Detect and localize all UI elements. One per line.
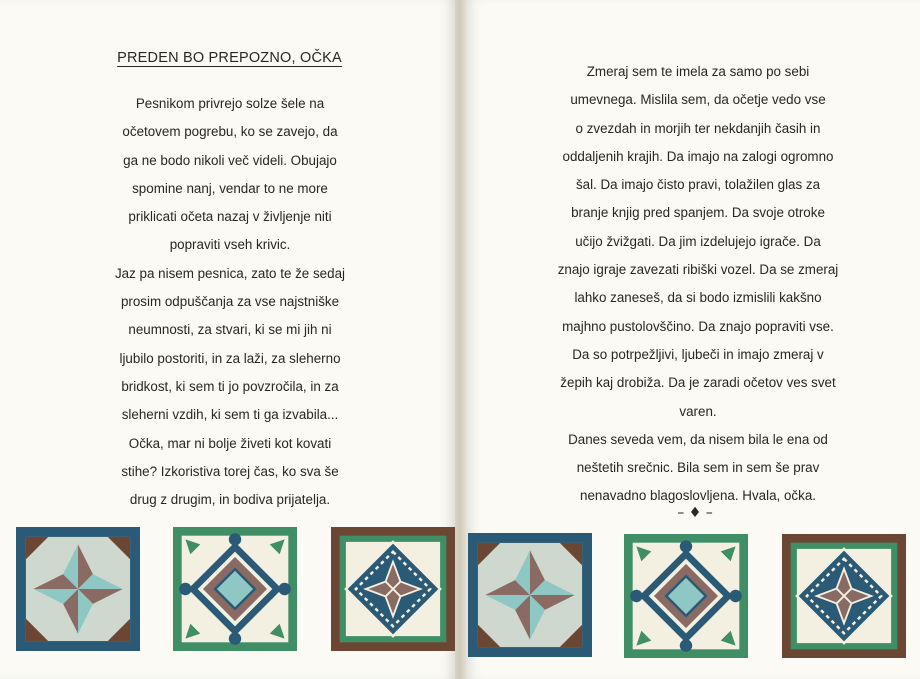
star-quilt-tile xyxy=(468,533,592,657)
text-line: popraviti vseh krivic. xyxy=(169,237,291,253)
text-line: Danes seveda vem, da nisem bila le ena od xyxy=(568,431,828,447)
page-title: PREDEN BO PREPOZNO, OČKA xyxy=(117,50,342,66)
cross-diamond-icon xyxy=(782,534,906,658)
text-line: oddaljenih krajih. Da imajo na zalogi ogromno xyxy=(562,148,834,164)
text-line: Zmeraj sem te imela za samo po sebi xyxy=(586,64,810,79)
text-line: lahko zaneseš, da si bodo izmislili kakšno xyxy=(574,290,822,306)
text-line: ljubilo postoriti, in za laži, za sleherno xyxy=(119,350,341,366)
text-line: priklicati očeta nazaj v življenje niti xyxy=(128,209,332,225)
text-line: bridkost, ki sem ti jo povzročila, in za xyxy=(121,378,339,394)
text-line: Očka, mar ni bolje živeti kot kovati xyxy=(128,435,332,451)
cross-diamond-icon xyxy=(331,527,455,651)
text-line: majhno pustolovščino. Da znajo popraviti vse. xyxy=(562,318,834,334)
text-line: žepih kaj drobiža. Da je zaradi očetov ves svet xyxy=(560,375,836,391)
ribbon-knot-icon xyxy=(173,527,297,651)
text-line: o zvezdah in morjih ter nekdanjih časih in xyxy=(575,120,821,136)
text-line: Pesnikom privrejo solze šele na xyxy=(135,96,325,111)
star-quilt-icon xyxy=(16,527,140,651)
text-line: drug z drugim, in bodiva prijatelja. xyxy=(129,492,331,508)
text-line: neumnosti, za stvari, ki se mi jih ni xyxy=(128,322,332,338)
text-line: prosim odpuščanja za vse najstniške xyxy=(120,294,340,310)
text-line: spomine nanj, vendar to ne more xyxy=(132,180,328,196)
text-line: sleherni vzdih, ki sem ti ga izvabila... xyxy=(121,407,339,423)
cross-diamond-tile xyxy=(331,527,455,651)
text-line: nenavadno blagoslovljena. Hvala, očka. xyxy=(580,488,816,504)
ribbon-knot-tile xyxy=(624,534,748,658)
star-quilt-icon xyxy=(468,533,592,657)
cross-diamond-tile xyxy=(782,534,906,658)
text-line: šal. Da imajo čisto pravi, tolažilen glas za xyxy=(575,177,821,193)
text-line: stihe? Izkoristiva torej čas, ko sva še xyxy=(121,463,339,479)
text-line: Jaz pa nisem pesnica, zato te že sedaj xyxy=(114,265,345,281)
right-page-text xyxy=(524,58,872,511)
ribbon-knot-tile xyxy=(173,527,297,651)
text-line: ga ne bodo nikoli več videli. Obujajo xyxy=(123,152,337,168)
ribbon-knot-icon xyxy=(624,534,748,658)
star-quilt-tile xyxy=(16,527,140,651)
text-line: umevnega. Mislila sem, da očetje vedo vse xyxy=(570,92,826,108)
text-line: branje knjig pred spanjem. Da svoje otroke xyxy=(571,205,825,221)
text-line: Da so potrpežljivi, ljubeči in imajo zmeraj v xyxy=(572,346,824,362)
text-line: očetovem pogrebu, ko se zavejo, da xyxy=(122,124,338,140)
text-line: varen. xyxy=(679,403,717,419)
text-line: neštetih srečnic. Bila sem in sem še prav xyxy=(576,460,820,476)
section-ornament: – ♦ – xyxy=(677,505,713,521)
text-line: znajo igraje zavezati ribiški vozel. Da se zmeraj xyxy=(557,262,839,278)
text-line: učijo žvižgati. Da jim izdelujejo igrače. Da xyxy=(575,233,821,249)
left-page-text xyxy=(84,90,376,514)
book-gutter xyxy=(455,0,466,679)
